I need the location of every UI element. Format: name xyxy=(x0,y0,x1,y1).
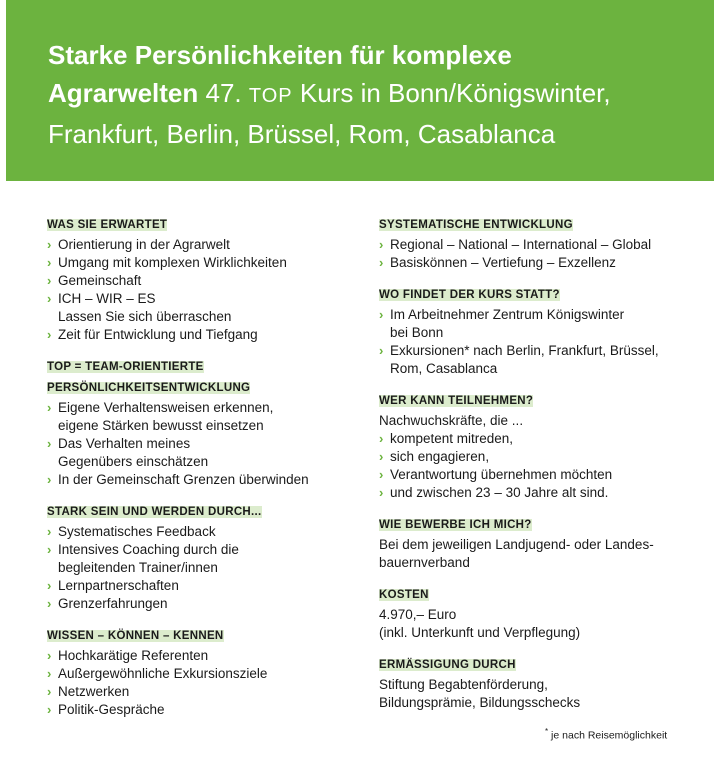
bullet-arrow-icon: › xyxy=(47,702,52,717)
section-heading: KOSTEN xyxy=(379,589,429,601)
title-line-1: Starke Persönlichkeiten für komplexe xyxy=(48,40,512,70)
list-item-text: Basiskönnen – Vertiefung – Exzellenz xyxy=(390,255,616,270)
list-item-text: Grenzerfahrungen xyxy=(58,596,168,611)
section xyxy=(379,655,699,712)
bullet-arrow-icon: › xyxy=(47,684,52,699)
bullet-arrow-icon: › xyxy=(47,524,52,539)
section-heading: WO FINDET DER KURS STATT? xyxy=(379,289,560,301)
list-item xyxy=(379,484,699,502)
list-item xyxy=(47,326,347,344)
list-item-text: In der Gemeinschaft Grenzen überwinden xyxy=(58,472,309,487)
bullet-arrow-icon: › xyxy=(47,327,52,342)
section-heading-line xyxy=(379,655,699,674)
list-item-text: bei Bonn xyxy=(390,325,444,340)
section-heading-line xyxy=(47,378,347,397)
bullet-arrow-icon: › xyxy=(47,255,52,270)
left-column xyxy=(47,215,347,732)
list-item-text: Umgang mit komplexen Wirklichkeiten xyxy=(58,255,287,270)
bullet-arrow-icon: › xyxy=(379,343,384,358)
list-item-text: Systematisches Feedback xyxy=(58,524,216,539)
section-text: Bildungsprämie, Bildungsschecks xyxy=(379,695,581,710)
list-item xyxy=(379,236,699,254)
list-item-text: Das Verhalten meines xyxy=(58,436,191,451)
footnote-text: je nach Reisemöglichkeit xyxy=(551,729,668,742)
list-item-text: und zwischen 23 – 30 Jahre alt sind. xyxy=(390,485,609,500)
bullet-arrow-icon: › xyxy=(379,467,384,482)
section-heading-line xyxy=(47,357,347,376)
list-item-text: eigene Stärken bewusst einsetzen xyxy=(58,418,264,433)
right-column xyxy=(379,215,699,725)
list-item xyxy=(47,701,347,719)
list-item-text: Orientierung in der Agrarwelt xyxy=(58,237,230,252)
list-item-text: Hochkarätige Referenten xyxy=(58,648,209,663)
section xyxy=(379,215,699,272)
section-heading: WIE BEWERBE ICH MICH? xyxy=(379,519,532,531)
bullet-arrow-icon: › xyxy=(47,578,52,593)
list-item xyxy=(47,595,347,613)
list-item-text: Intensives Coaching durch die xyxy=(58,542,239,557)
list-item xyxy=(47,577,347,595)
section-heading-line xyxy=(47,502,347,521)
list-item-text: Politik-Gespräche xyxy=(58,702,165,717)
section-text: Stiftung Begabtenförderung, xyxy=(379,677,548,692)
list-item xyxy=(379,448,699,466)
list-item xyxy=(47,254,347,272)
section xyxy=(47,502,347,613)
list-item-text: Im Arbeitnehmer Zentrum Königswinter xyxy=(390,307,625,322)
section-heading: PERSÖNLICHKEITSENTWICKLUNG xyxy=(47,382,251,394)
section-heading-line xyxy=(379,215,699,234)
section-heading-line xyxy=(379,585,699,604)
bullet-arrow-icon: › xyxy=(47,436,52,451)
section-heading-line xyxy=(47,626,347,645)
title-bold-word: Agrarwelten xyxy=(48,78,199,108)
title-line-2-rest: Kurs in Bonn/Königswinter, xyxy=(299,78,611,108)
list-item xyxy=(379,254,699,272)
title-line-3: Frankfurt, Berlin, Brüssel, Rom, Casablanca xyxy=(48,119,556,149)
section-heading: SYSTEMATISCHE ENTWICKLUNG xyxy=(379,219,573,231)
list-item xyxy=(47,523,347,541)
bullet-arrow-icon: › xyxy=(47,291,52,306)
section-heading-line xyxy=(47,215,347,234)
list-item xyxy=(47,290,347,326)
list-item-text: Regional – National – International – Global xyxy=(390,237,652,252)
footnote-mark: * xyxy=(545,727,549,736)
bullet-arrow-icon: › xyxy=(47,542,52,557)
list-item xyxy=(47,272,347,290)
list-item-text: Rom, Casablanca xyxy=(390,361,498,376)
bullet-arrow-icon: › xyxy=(379,449,384,464)
list-item-text: Gemeinschaft xyxy=(58,273,142,288)
section-text: 4.970,– Euro xyxy=(379,607,457,622)
list-item xyxy=(379,306,699,342)
list-item-text: Netzwerken xyxy=(58,684,130,699)
section-heading: WISSEN – KÖNNEN – KENNEN xyxy=(47,630,224,642)
list-item xyxy=(47,471,347,489)
course-number: 47. xyxy=(205,78,242,108)
list-item xyxy=(47,647,347,665)
list-item-text: Lassen Sie sich überraschen xyxy=(58,309,232,324)
bullet-arrow-icon: › xyxy=(379,255,384,270)
footnote xyxy=(545,727,667,742)
bullet-arrow-icon: › xyxy=(47,648,52,663)
list-item xyxy=(379,466,699,484)
bullet-arrow-icon: › xyxy=(379,431,384,446)
section xyxy=(379,585,699,642)
list-item xyxy=(47,683,347,701)
section-heading: WAS SIE ERWARTET xyxy=(47,219,168,231)
section-heading: TOP = TEAM-ORIENTIERTE xyxy=(47,361,204,373)
section xyxy=(379,285,699,378)
list-item xyxy=(47,665,347,683)
section xyxy=(379,515,699,572)
bullet-arrow-icon: › xyxy=(47,666,52,681)
section xyxy=(47,626,347,719)
bullet-arrow-icon: › xyxy=(47,472,52,487)
list-item xyxy=(47,541,347,577)
section-heading: STARK SEIN UND WERDEN DURCH... xyxy=(47,506,262,518)
bullet-arrow-icon: › xyxy=(379,237,384,252)
header-banner xyxy=(6,0,714,181)
list-item-text: sich engagieren, xyxy=(390,449,490,464)
list-item-text: Eigene Verhaltensweisen erkennen, xyxy=(58,400,274,415)
section-text: bauernverband xyxy=(379,555,470,570)
list-item-text: Zeit für Entwicklung und Tiefgang xyxy=(58,327,258,342)
bullet-arrow-icon: › xyxy=(47,237,52,252)
top-label: TOP xyxy=(248,85,293,107)
bullet-arrow-icon: › xyxy=(47,596,52,611)
title-line-2 xyxy=(48,74,694,115)
section-text: (inkl. Unterkunft und Verpflegung) xyxy=(379,625,581,640)
section-intro: Nachwuchskräfte, die ... xyxy=(379,413,524,428)
section xyxy=(47,357,347,489)
section xyxy=(379,391,699,502)
list-item xyxy=(379,430,699,448)
section-heading-line xyxy=(379,391,699,410)
list-item-text: Verantwortung übernehmen möchten xyxy=(390,467,613,482)
list-item xyxy=(379,342,699,378)
section-text: Bei dem jeweiligen Landjugend- oder Landes- xyxy=(379,537,654,552)
list-item-text: Lernpartnerschaften xyxy=(58,578,179,593)
list-item-text: Gegenübers einschätzen xyxy=(58,454,209,469)
list-item xyxy=(47,435,347,471)
section-heading: WER KANN TEILNEHMEN? xyxy=(379,395,534,407)
list-item-text: ICH – WIR – ES xyxy=(58,291,156,306)
list-item-text: Exkursionen* nach Berlin, Frankfurt, Brüssel, xyxy=(390,343,659,358)
list-item-text: kompetent mitreden, xyxy=(390,431,514,446)
bullet-arrow-icon: › xyxy=(379,485,384,500)
bullet-arrow-icon: › xyxy=(47,273,52,288)
list-item xyxy=(47,399,347,435)
list-item xyxy=(47,236,347,254)
section-heading-line xyxy=(379,515,699,534)
list-item-text: Außergewöhnliche Exkursionsziele xyxy=(58,666,268,681)
bullet-arrow-icon: › xyxy=(379,307,384,322)
bullet-arrow-icon: › xyxy=(47,400,52,415)
list-item-text: begleitenden Trainer/innen xyxy=(58,560,218,575)
section xyxy=(47,215,347,344)
section-heading-line xyxy=(379,285,699,304)
section-heading: ERMÄSSIGUNG DURCH xyxy=(379,659,516,671)
